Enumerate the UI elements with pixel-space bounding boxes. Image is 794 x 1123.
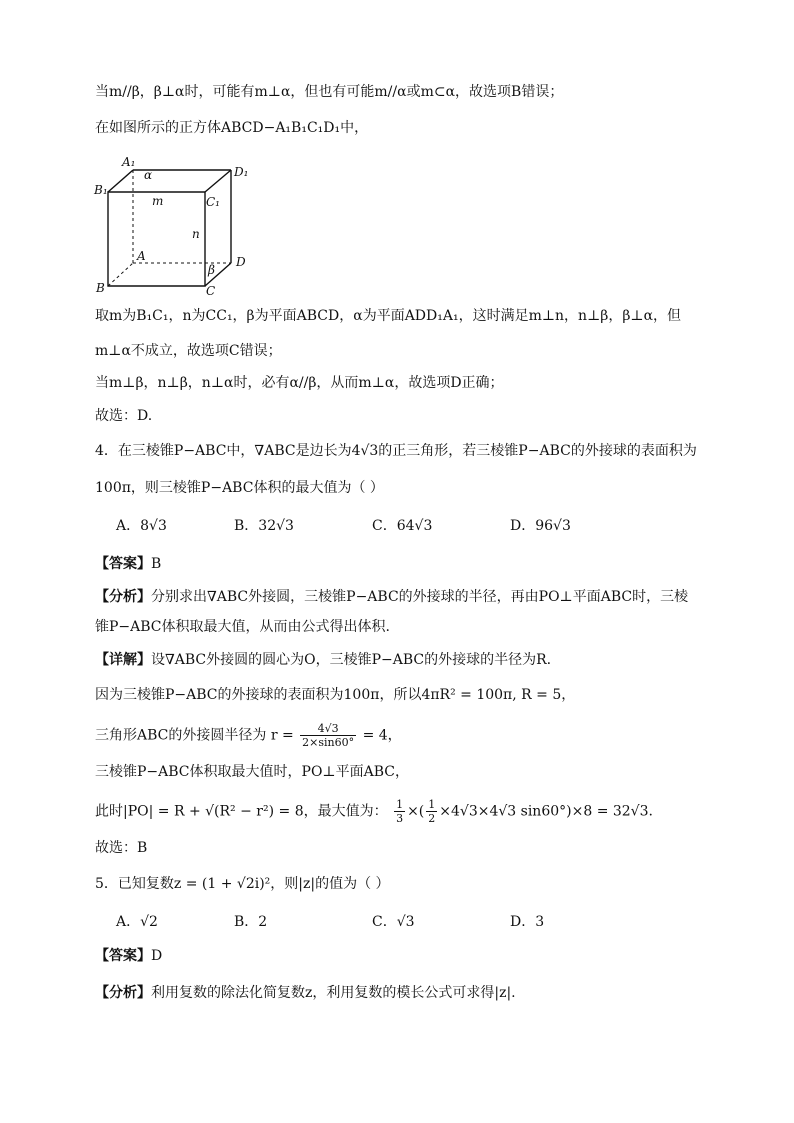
fraction-numerator: 1 bbox=[428, 798, 436, 811]
text-line: 当m//β，β⊥α时，可能有m⊥α，但也有可能m//α或m⊂α，故选项B错误； bbox=[95, 84, 564, 100]
analysis-text: 利用复数的除法化简复数z，利用复数的模长公式可求得|z|. bbox=[151, 985, 516, 1001]
fraction bbox=[426, 798, 437, 825]
label-C1: C₁ bbox=[206, 195, 220, 209]
answer-value: B bbox=[151, 556, 162, 572]
label-C: C bbox=[206, 284, 216, 295]
fraction bbox=[394, 798, 405, 825]
question-5-stem: 5．已知复数z = (1 + √2i)²，则|z|的值为（ ） bbox=[95, 876, 390, 892]
text-line: 在如图所示的正方体ABCD−A₁B₁C₁D₁中， bbox=[95, 120, 369, 136]
fraction bbox=[300, 722, 356, 749]
fraction-denominator: 2 bbox=[428, 812, 436, 825]
text-line: 故选：B bbox=[95, 840, 148, 856]
formula-prefix: 此时|PO| = R + √(R² − r²) = 8，最大值为： bbox=[95, 803, 388, 820]
fraction-denominator: 2×sin60° bbox=[302, 736, 355, 749]
text-line: 三棱锥P−ABC体积取最大值时，PO⊥平面ABC， bbox=[95, 764, 409, 780]
q5-analysis bbox=[95, 983, 516, 1003]
label-A1: A₁ bbox=[122, 155, 136, 169]
text-line: 锥P−ABC体积取最大值，从而由公式得出体积. bbox=[95, 619, 390, 635]
label-D1: D₁ bbox=[234, 165, 249, 179]
formula-suffix: ×4√3×4√3 sin60°)×8 = 32√3. bbox=[439, 803, 653, 820]
text-line: 因为三棱锥P−ABC的外接球的表面积为100π，所以4πR² = 100π, R = 5， bbox=[95, 687, 576, 703]
q5-option-a: A．√2 bbox=[116, 914, 158, 930]
q5-option-b: B．2 bbox=[234, 914, 268, 930]
text-line: m⊥α不成立，故选项C错误； bbox=[95, 343, 282, 359]
fraction-denominator: 3 bbox=[396, 812, 404, 825]
label-beta: β bbox=[208, 263, 215, 277]
text-line bbox=[95, 722, 402, 749]
text-line: 当m⊥β，n⊥β，n⊥α时，必有α//β，从而m⊥α，故选项D正确； bbox=[95, 375, 504, 391]
label-m: m bbox=[152, 194, 164, 208]
detail-text: 设∇ABC外接圆的圆心为O，三棱锥P−ABC的外接球的半径为R. bbox=[151, 652, 552, 668]
label-A: A bbox=[137, 249, 146, 263]
cube-figure bbox=[88, 150, 258, 295]
text-line: 取m为B₁C₁，n为CC₁，β为平面ABCD，α为平面ADD₁A₁，这时满足m⊥n，n⊥β，β⊥α，但 bbox=[95, 308, 682, 324]
analysis-tag: 【分析】 bbox=[95, 985, 151, 1001]
formula-suffix: = 4， bbox=[362, 727, 402, 744]
answer-tag: 【答案】 bbox=[95, 556, 151, 572]
label-D: D bbox=[236, 255, 246, 269]
fraction-numerator: 4√3 bbox=[300, 722, 356, 736]
fraction-numerator: 1 bbox=[396, 798, 404, 811]
analysis-text: 分别求出∇ABC外接圆，三棱锥P−ABC的外接球的半径，再由PO⊥平面ABC时，三棱 bbox=[151, 589, 689, 605]
question-4-stem: 4．在三棱锥P−ABC中，∇ABC是边长为4√3的正三角形，若三棱锥P−ABC的外接球的表面积为 bbox=[95, 443, 697, 459]
q4-analysis bbox=[95, 587, 688, 607]
label-n: n bbox=[192, 227, 200, 241]
q5-option-d: D．3 bbox=[510, 914, 545, 930]
text-line: 故选：D. bbox=[95, 408, 153, 424]
q5-answer bbox=[95, 946, 162, 966]
formula-mid: ×( bbox=[407, 803, 425, 820]
answer-value: D bbox=[151, 948, 163, 964]
q4-option-d: D．96√3 bbox=[510, 518, 571, 534]
text-line bbox=[95, 798, 653, 825]
q4-detail bbox=[95, 650, 551, 670]
formula-prefix: 三角形ABC的外接圆半径为 r = bbox=[95, 727, 294, 744]
detail-tag: 【详解】 bbox=[95, 652, 151, 668]
label-B: B bbox=[96, 281, 105, 295]
q4-option-c: C．64√3 bbox=[372, 518, 433, 534]
q4-answer bbox=[95, 554, 161, 574]
answer-tag: 【答案】 bbox=[95, 948, 151, 964]
q4-option-b: B．32√3 bbox=[234, 518, 294, 534]
question-4-stem: 100π，则三棱锥P−ABC体积的最大值为（ ） bbox=[95, 480, 384, 496]
q4-option-a: A．8√3 bbox=[116, 518, 167, 534]
analysis-tag: 【分析】 bbox=[95, 589, 151, 605]
label-alpha: α bbox=[144, 168, 153, 182]
label-B1: B₁ bbox=[94, 183, 108, 197]
q5-option-c: C．√3 bbox=[372, 914, 415, 930]
